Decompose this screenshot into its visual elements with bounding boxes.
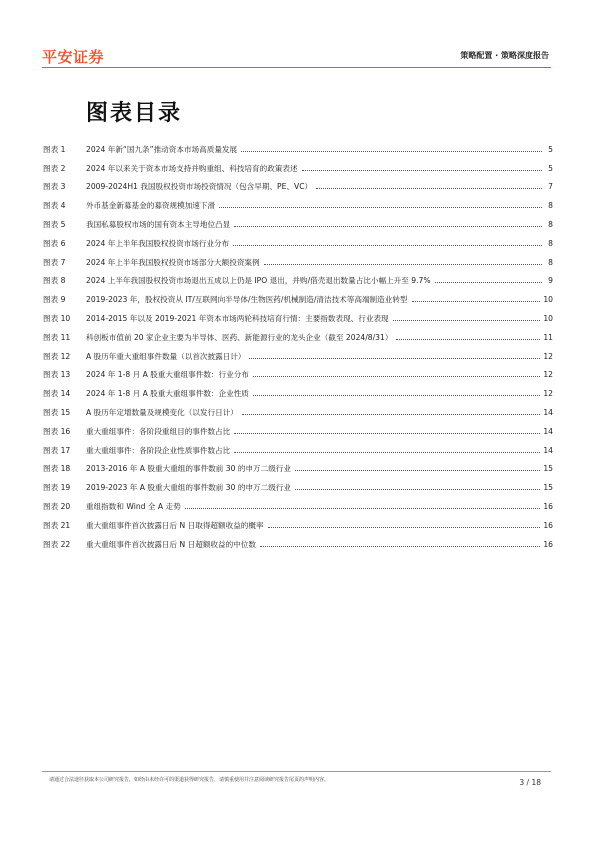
toc-entry[interactable] [43, 159, 553, 178]
toc-entry-title: 重大重组事件：各阶段企业性质事件数占比 [86, 445, 231, 455]
toc-entry[interactable] [43, 516, 553, 535]
toc-entry[interactable] [43, 403, 553, 422]
toc-entry[interactable] [43, 196, 553, 215]
header-divider [42, 67, 551, 68]
company-logo: 平安证券 [42, 48, 105, 66]
toc-entry[interactable] [43, 384, 553, 403]
toc-entry-page: 16 [543, 520, 553, 530]
toc-entry-page: 8 [548, 238, 553, 248]
toc-entry-title: 2024 年以来关于资本市场支持并购重组、科技培育的政策表述 [86, 163, 298, 173]
toc-entry-title: 2024 上半年我国股权投资市场退出五成以上仍是 IPO 退出，并购/借壳退出数量占比小幅上升至 9.7% [86, 276, 431, 286]
toc-entry-label: 图表 14 [43, 389, 71, 399]
toc-leader-dots [396, 338, 540, 340]
toc-entry-title: 重大重组事件：各阶段重组目的事件数占比 [86, 426, 231, 436]
toc-leader-dots [295, 488, 540, 490]
toc-entry-label: 图表 7 [43, 257, 66, 267]
toc-entry-page: 12 [543, 389, 553, 399]
toc-entry-title: 科创板市值前 20 家企业主要为半导体、医药、新能源行业的龙头企业（截至 2024/8/31） [86, 332, 393, 342]
toc-leader-dots [302, 169, 542, 171]
toc-entry-page: 14 [543, 445, 553, 455]
toc-entry-title: 2024 年上半年我国股权投资市场部分大额投资案例 [86, 257, 260, 267]
toc-entry-page: 11 [543, 332, 553, 342]
toc-leader-dots [249, 357, 540, 359]
toc-entry[interactable] [43, 535, 553, 554]
toc-entry-label: 图表 20 [43, 502, 71, 512]
toc-entry[interactable] [43, 215, 553, 234]
toc-entry-title: 2014-2015 年以及 2019-2021 年资本市场两轮科技培育行情：主要指数表现、行业表现 [86, 314, 389, 324]
toc-leader-dots [185, 507, 541, 509]
toc-entry-title: 2009-2024H1 我国股权投资市场投资情况（包含早期、PE、VC） [86, 182, 313, 192]
toc-entry-label: 图表 4 [43, 201, 66, 211]
toc-entry[interactable] [43, 328, 553, 347]
toc-entry-label: 图表 22 [43, 539, 71, 549]
toc-entry-page: 14 [543, 426, 553, 436]
toc-entry-page: 8 [548, 201, 553, 211]
toc-entry-title: 2024 年新“国九条”推动资本市场高质量发展 [86, 144, 238, 154]
toc-leader-dots [234, 451, 540, 453]
toc-entry[interactable] [43, 441, 553, 460]
footer-disclaimer: 请通过合法途径获取本公司研究报告，如经由未经许可的渠道获得研究报告，请慎重使用并注意阅读研究报告尾页的声明内容。 [49, 777, 330, 783]
toc-entry-title: 重大重组事件首次披露日后 N 日取得超额收益的概率 [86, 520, 264, 530]
toc-entry-page: 15 [543, 464, 553, 474]
toc-entry-label: 图表 16 [43, 426, 71, 436]
toc-leader-dots [316, 187, 542, 189]
toc-leader-dots [435, 281, 542, 283]
toc-entry-label: 图表 17 [43, 445, 71, 455]
toc-entry-page: 14 [543, 408, 553, 418]
toc-entry-title: 我国私募股权市场的国有资本主导地位凸显 [86, 220, 231, 230]
toc-entry[interactable] [43, 497, 553, 516]
toc-leader-dots [393, 319, 541, 321]
toc-entry-page: 9 [548, 276, 553, 286]
toc-entry-title: 2024 年 1-8 月 A 股重大重组事件数：企业性质 [86, 389, 249, 399]
toc-leader-dots [253, 375, 540, 377]
toc-entry-title: 重大重组事件首次披露日后 N 日超额收益的中位数 [86, 539, 256, 549]
toc-entry-label: 图表 12 [43, 351, 71, 361]
toc-entry-page: 5 [548, 163, 553, 173]
toc-entry-page: 16 [543, 502, 553, 512]
toc-entry-title: A 股历年重大重组事件数量（以首次披露日计） [86, 351, 246, 361]
toc-entry-label: 图表 11 [43, 332, 71, 342]
toc-entry[interactable] [43, 272, 553, 291]
toc-leader-dots [260, 545, 540, 547]
toc-entry-page: 8 [548, 220, 553, 230]
toc-entry[interactable] [43, 422, 553, 441]
page-title: 图表目录 [86, 101, 183, 126]
toc-entry[interactable] [43, 290, 553, 309]
toc-entry-page: 16 [543, 539, 553, 549]
toc-entry-page: 12 [543, 351, 553, 361]
toc-entry-page: 8 [548, 257, 553, 267]
toc-entry-title: 2024 年 1-8 月 A 股重大重组事件数：行业分布 [86, 370, 249, 380]
toc-entry[interactable] [43, 140, 553, 159]
toc-leader-dots [233, 244, 542, 246]
toc-entry-page: 5 [548, 144, 553, 154]
toc-entry-label: 图表 21 [43, 520, 71, 530]
toc-entry[interactable] [43, 366, 553, 385]
toc-leader-dots [242, 413, 540, 415]
toc-entry-label: 图表 9 [43, 295, 66, 305]
toc-entry[interactable] [43, 478, 553, 497]
toc-entry-title: 重组指数和 Wind 全 A 走势 [86, 502, 181, 512]
toc-entry-label: 图表 19 [43, 483, 71, 493]
toc-entry-page: 10 [543, 295, 553, 305]
toc-entry-title: A 股历年定增数量及规模变化（以发行日计） [86, 408, 238, 418]
toc-entry-page: 10 [543, 314, 553, 324]
toc-entry-page: 15 [543, 483, 553, 493]
toc-entry-page: 7 [548, 182, 553, 192]
toc-entry-title: 2024 年上半年我国股权投资市场行业分布 [86, 238, 230, 248]
table-of-figures [43, 140, 553, 554]
toc-leader-dots [234, 225, 542, 227]
page-number: 3 / 18 [519, 778, 541, 787]
toc-entry-label: 图表 5 [43, 220, 66, 230]
footer-divider [42, 771, 551, 772]
toc-leader-dots [234, 432, 540, 434]
toc-leader-dots [268, 526, 541, 528]
toc-entry-title: 2019-2023 年，股权投资从 IT/互联网向半导体/生物医药/机械制造/清洁技术等高端制造业转型 [86, 295, 408, 305]
toc-entry-label: 图表 15 [43, 408, 71, 418]
toc-leader-dots [241, 150, 542, 152]
toc-entry[interactable] [43, 347, 553, 366]
toc-entry-label: 图表 10 [43, 314, 71, 324]
toc-entry-label: 图表 8 [43, 276, 66, 286]
toc-entry-label: 图表 18 [43, 464, 71, 474]
toc-entry-label: 图表 6 [43, 238, 66, 248]
toc-entry[interactable] [43, 234, 553, 253]
toc-entry-title: 2013-2016 年 A 股重大重组的事件数前 30 的申万二级行业 [86, 464, 292, 474]
toc-entry-label: 图表 1 [43, 144, 66, 154]
toc-leader-dots [295, 469, 540, 471]
toc-entry-title: 2019-2023 年 A 股重大重组的事件数前 30 的申万二级行业 [86, 483, 292, 493]
toc-entry-label: 图表 2 [43, 163, 66, 173]
toc-entry-label: 图表 3 [43, 182, 66, 192]
toc-leader-dots [412, 300, 541, 302]
toc-entry[interactable] [43, 460, 553, 479]
toc-entry-page: 12 [543, 370, 553, 380]
toc-leader-dots [264, 263, 542, 265]
report-type-label: 策略配置 · 策略深度报告 [460, 51, 549, 60]
toc-entry[interactable] [43, 253, 553, 272]
toc-entry[interactable] [43, 178, 553, 197]
toc-leader-dots [253, 394, 540, 396]
toc-entry-title: 外币基金新募基金的募资规模加速下滑 [86, 201, 216, 211]
toc-entry[interactable] [43, 309, 553, 328]
toc-entry-label: 图表 13 [43, 370, 71, 380]
toc-leader-dots [219, 206, 542, 208]
